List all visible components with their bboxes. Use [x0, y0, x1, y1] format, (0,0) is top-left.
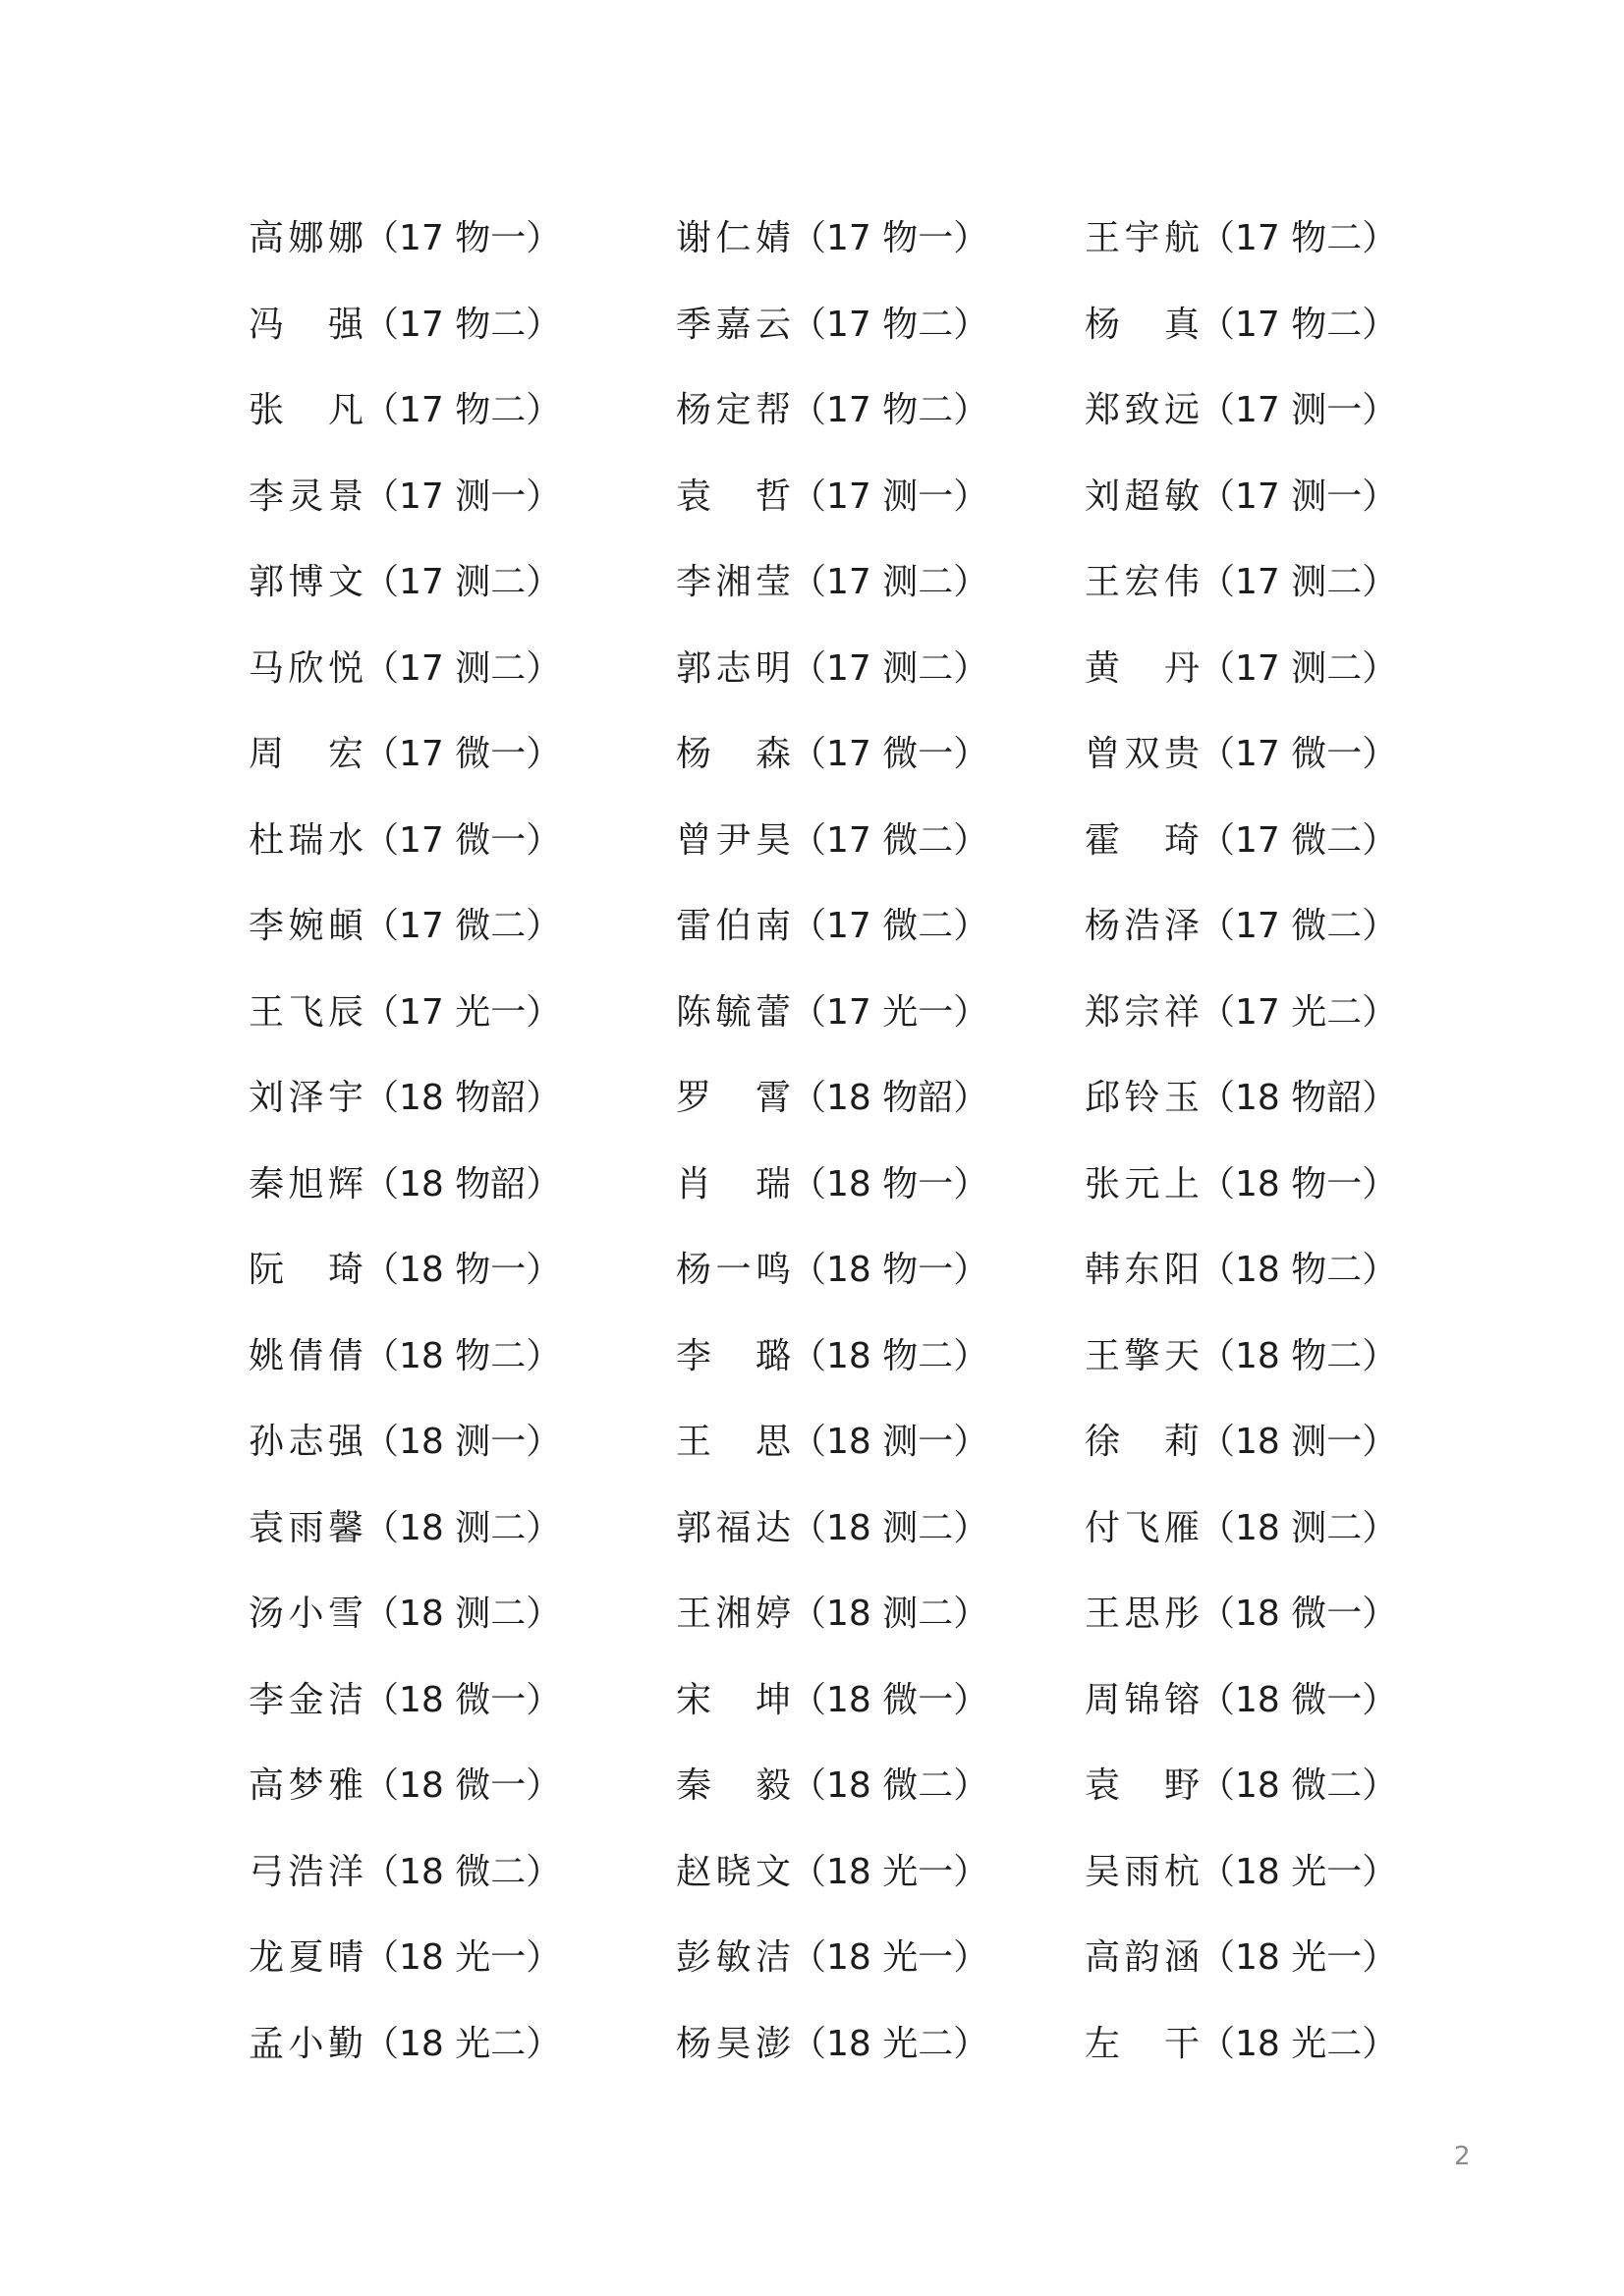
- list-row: [249, 982, 1418, 1069]
- student-name: 杨一鸣: [676, 1250, 791, 1290]
- list-item: [676, 295, 988, 356]
- list-item: [249, 1670, 561, 1731]
- student-name: 宋 坤: [676, 1679, 791, 1720]
- class-label: （17 物二）: [791, 390, 989, 430]
- student-name: 李灵景: [249, 476, 364, 517]
- class-label: （17 光二）: [1200, 991, 1398, 1033]
- class-label: （18 物二）: [364, 1335, 562, 1376]
- class-label: （17 微二）: [791, 819, 989, 861]
- class-label: （17 物一）: [364, 218, 562, 258]
- list-row: [249, 1068, 1418, 1154]
- student-name: 刘泽宇: [249, 1078, 364, 1118]
- class-label: （17 光一）: [364, 991, 562, 1033]
- class-label: （18 测二）: [364, 1507, 562, 1548]
- list-item: [1085, 896, 1397, 957]
- student-name: 邱铃玉: [1085, 1078, 1200, 1118]
- student-name: 曾双贵: [1085, 734, 1200, 774]
- class-label: （17 微二）: [1200, 906, 1398, 946]
- student-name: 彭敏洁: [676, 1937, 791, 1978]
- class-label: （18 物二）: [791, 1335, 989, 1376]
- list-item: [676, 811, 988, 871]
- list-row: [249, 380, 1418, 467]
- list-item: [1085, 724, 1397, 785]
- class-label: （17 测二）: [1200, 562, 1398, 602]
- list-item: [1085, 1842, 1397, 1903]
- student-name: 王宏伟: [1085, 562, 1200, 602]
- list-item: [1085, 1670, 1397, 1731]
- class-label: （18 光一）: [364, 1937, 562, 1978]
- list-item: [249, 1068, 561, 1129]
- list-item: [249, 1326, 561, 1387]
- student-name: 杜瑞水: [249, 819, 364, 861]
- student-name: 弓浩洋: [249, 1851, 364, 1892]
- class-label: （18 测二）: [1200, 1507, 1398, 1548]
- student-name: 李婉頔: [249, 906, 364, 946]
- list-item: [676, 1412, 988, 1473]
- student-name: 刘超敏: [1085, 476, 1200, 517]
- student-name: 袁雨馨: [249, 1507, 364, 1548]
- student-name: 郭福达: [676, 1507, 791, 1548]
- class-label: （18 测二）: [364, 1594, 562, 1634]
- list-item: [676, 1756, 988, 1817]
- student-name: 高梦雅: [249, 1765, 364, 1806]
- class-label: （17 物二）: [1200, 304, 1398, 345]
- class-label: （18 微二）: [1200, 1765, 1398, 1806]
- class-label: （18 微一）: [791, 1679, 989, 1720]
- student-name: 杨浩泽: [1085, 906, 1200, 946]
- student-name: 雷伯南: [676, 906, 791, 946]
- student-name: 吴雨杭: [1085, 1851, 1200, 1892]
- class-label: （18 光二）: [791, 2023, 989, 2064]
- student-name: 郑宗祥: [1085, 991, 1200, 1033]
- class-label: （17 物二）: [791, 304, 989, 345]
- student-name: 付飞雁: [1085, 1507, 1200, 1548]
- list-row: [249, 467, 1418, 553]
- list-item: [1085, 552, 1397, 613]
- student-name: 陈毓蕾: [676, 991, 791, 1033]
- list-item: [1085, 1498, 1397, 1559]
- student-name: 李金洁: [249, 1679, 364, 1720]
- list-item: [676, 1842, 988, 1903]
- list-item: [1085, 1326, 1397, 1387]
- student-name: 姚倩倩: [249, 1335, 364, 1376]
- class-label: （17 测一）: [364, 476, 562, 517]
- list-row: [249, 295, 1418, 381]
- list-item: [676, 639, 988, 700]
- list-item: [676, 982, 988, 1043]
- student-name: 王宇航: [1085, 218, 1200, 258]
- student-name: 高娜娜: [249, 218, 364, 258]
- student-name: 李 璐: [676, 1335, 791, 1376]
- list-item: [676, 552, 988, 613]
- class-label: （18 物韶）: [791, 1078, 989, 1118]
- list-row: [249, 1326, 1418, 1413]
- list-item: [249, 1240, 561, 1301]
- list-item: [249, 982, 561, 1043]
- student-name: 杨 真: [1085, 304, 1200, 345]
- student-name: 李湘莹: [676, 562, 791, 602]
- list-row: [249, 639, 1418, 725]
- list-item: [676, 1584, 988, 1645]
- student-name: 张元上: [1085, 1163, 1200, 1204]
- class-label: （17 物二）: [364, 304, 562, 345]
- class-label: （17 物二）: [1200, 218, 1398, 258]
- list-item: [249, 2014, 561, 2075]
- student-name: 孟小勤: [249, 2023, 364, 2064]
- student-name: 霍 琦: [1085, 819, 1200, 861]
- list-item: [1085, 1928, 1397, 1988]
- class-label: （18 测二）: [791, 1507, 989, 1548]
- class-label: （17 测一）: [1200, 390, 1398, 430]
- class-label: （18 物韶）: [364, 1078, 562, 1118]
- student-name: 高韵涵: [1085, 1937, 1200, 1978]
- student-name: 冯 强: [249, 304, 364, 345]
- student-name: 曾尹昊: [676, 819, 791, 861]
- class-label: （17 测一）: [791, 476, 989, 517]
- list-item: [676, 1928, 988, 1988]
- list-item: [249, 295, 561, 356]
- class-label: （18 物韶）: [364, 1163, 562, 1204]
- class-label: （18 测一）: [364, 1422, 562, 1462]
- class-label: （18 微二）: [364, 1851, 562, 1892]
- class-label: （17 测二）: [364, 647, 562, 689]
- student-name: 韩东阳: [1085, 1250, 1200, 1290]
- student-name: 郭志明: [676, 647, 791, 689]
- class-label: （18 光一）: [1200, 1937, 1398, 1978]
- class-label: （18 光二）: [364, 2023, 562, 2064]
- class-label: （17 微一）: [1200, 734, 1398, 774]
- student-name: 阮 琦: [249, 1250, 364, 1290]
- list-item: [1085, 1240, 1397, 1301]
- list-item: [1085, 208, 1397, 269]
- list-row: [249, 724, 1418, 811]
- student-name: 杨昊澎: [676, 2023, 791, 2064]
- list-row: [249, 2014, 1418, 2100]
- list-item: [249, 380, 561, 441]
- class-label: （17 微二）: [791, 906, 989, 946]
- class-label: （17 微二）: [1200, 819, 1398, 861]
- list-item: [1085, 2014, 1397, 2075]
- list-item: [1085, 1412, 1397, 1473]
- list-item: [1085, 639, 1397, 700]
- student-name: 左 干: [1085, 2023, 1200, 2064]
- class-label: （17 物二）: [364, 390, 562, 430]
- class-label: （18 物一）: [791, 1163, 989, 1204]
- student-name: 孙志强: [249, 1422, 364, 1462]
- class-label: （17 测二）: [1200, 647, 1398, 689]
- student-name: 赵晓文: [676, 1851, 791, 1892]
- list-row: [249, 1412, 1418, 1498]
- student-name: 马欣悦: [249, 647, 364, 689]
- list-item: [249, 896, 561, 957]
- list-item: [249, 1584, 561, 1645]
- list-row: [249, 208, 1418, 295]
- list-row: [249, 1842, 1418, 1929]
- list-row: [249, 811, 1418, 897]
- student-name: 杨 森: [676, 734, 791, 774]
- class-label: （18 物一）: [1200, 1163, 1398, 1204]
- name-list: [249, 208, 1418, 2100]
- class-label: （18 测一）: [791, 1422, 989, 1462]
- list-row: [249, 1584, 1418, 1670]
- student-name: 王 思: [676, 1422, 791, 1462]
- class-label: （18 微二）: [791, 1765, 989, 1806]
- student-name: 王思彤: [1085, 1594, 1200, 1634]
- class-label: （18 测二）: [791, 1594, 989, 1634]
- class-label: （17 测二）: [791, 647, 989, 689]
- list-item: [249, 724, 561, 785]
- class-label: （17 微一）: [791, 734, 989, 774]
- list-item: [249, 811, 561, 871]
- list-item: [676, 1240, 988, 1301]
- list-row: [249, 1928, 1418, 2014]
- student-name: 季嘉云: [676, 304, 791, 345]
- student-name: 王擎天: [1085, 1335, 1200, 1376]
- list-row: [249, 1756, 1418, 1842]
- list-item: [249, 467, 561, 528]
- list-row: [249, 1154, 1418, 1241]
- list-item: [249, 1498, 561, 1559]
- list-item: [249, 1842, 561, 1903]
- list-row: [249, 552, 1418, 639]
- class-label: （18 微一）: [1200, 1679, 1398, 1720]
- list-item: [676, 724, 988, 785]
- class-label: （18 微一）: [364, 1679, 562, 1720]
- list-item: [249, 208, 561, 269]
- class-label: （18 物韶）: [1200, 1078, 1398, 1118]
- class-label: （18 光一）: [791, 1851, 989, 1892]
- class-label: （17 测二）: [364, 562, 562, 602]
- student-name: 郭博文: [249, 562, 364, 602]
- list-item: [676, 1068, 988, 1129]
- list-item: [676, 1326, 988, 1387]
- list-item: [1085, 811, 1397, 871]
- student-name: 袁 野: [1085, 1765, 1200, 1806]
- class-label: （17 光一）: [791, 991, 989, 1033]
- class-label: （17 微一）: [364, 819, 562, 861]
- class-label: （18 光一）: [1200, 1851, 1398, 1892]
- list-item: [1085, 295, 1397, 356]
- class-label: （17 测一）: [1200, 476, 1398, 517]
- class-label: （18 物二）: [1200, 1250, 1398, 1290]
- student-name: 王湘婷: [676, 1594, 791, 1634]
- class-label: （18 物一）: [791, 1250, 989, 1290]
- student-name: 龙夏晴: [249, 1937, 364, 1978]
- list-item: [1085, 1584, 1397, 1645]
- list-item: [249, 1412, 561, 1473]
- list-item: [676, 896, 988, 957]
- student-name: 秦 毅: [676, 1765, 791, 1806]
- list-row: [249, 1498, 1418, 1585]
- list-item: [249, 552, 561, 613]
- student-name: 王飞辰: [249, 991, 364, 1033]
- list-row: [249, 1670, 1418, 1757]
- student-name: 周锦镕: [1085, 1679, 1200, 1720]
- student-name: 汤小雪: [249, 1594, 364, 1634]
- list-item: [1085, 1756, 1397, 1817]
- class-label: （17 测二）: [791, 562, 989, 602]
- student-name: 郑致远: [1085, 390, 1200, 430]
- class-label: （18 测一）: [1200, 1422, 1398, 1462]
- list-item: [676, 2014, 988, 2075]
- list-item: [249, 1928, 561, 1988]
- list-item: [1085, 1068, 1397, 1129]
- list-item: [1085, 982, 1397, 1043]
- list-item: [1085, 380, 1397, 441]
- student-name: 袁 哲: [676, 476, 791, 517]
- list-item: [676, 1154, 988, 1215]
- class-label: （18 微一）: [1200, 1594, 1398, 1634]
- student-name: 张 凡: [249, 390, 364, 430]
- class-label: （17 微一）: [364, 734, 562, 774]
- student-name: 杨定帮: [676, 390, 791, 430]
- student-name: 周 宏: [249, 734, 364, 774]
- student-name: 徐 莉: [1085, 1422, 1200, 1462]
- list-item: [249, 1154, 561, 1215]
- class-label: （18 物二）: [1200, 1335, 1398, 1376]
- student-name: 肖 瑞: [676, 1163, 791, 1204]
- list-row: [249, 896, 1418, 982]
- student-name: 秦旭辉: [249, 1163, 364, 1204]
- class-label: （18 光二）: [1200, 2023, 1398, 2064]
- class-label: （18 物一）: [364, 1250, 562, 1290]
- class-label: （18 光一）: [791, 1937, 989, 1978]
- list-row: [249, 1240, 1418, 1326]
- list-item: [676, 1670, 988, 1731]
- student-name: 罗 霄: [676, 1078, 791, 1118]
- class-label: （18 微一）: [364, 1765, 562, 1806]
- list-item: [1085, 1154, 1397, 1215]
- list-item: [1085, 467, 1397, 528]
- list-item: [676, 380, 988, 441]
- page-number: 2: [1454, 2142, 1471, 2171]
- list-item: [676, 1498, 988, 1559]
- list-item: [676, 467, 988, 528]
- list-item: [249, 639, 561, 700]
- list-item: [249, 1756, 561, 1817]
- class-label: （17 微二）: [364, 906, 562, 946]
- class-label: （17 物一）: [791, 218, 989, 258]
- student-name: 黄 丹: [1085, 647, 1200, 689]
- student-name: 谢仁婧: [676, 218, 791, 258]
- list-item: [676, 208, 988, 269]
